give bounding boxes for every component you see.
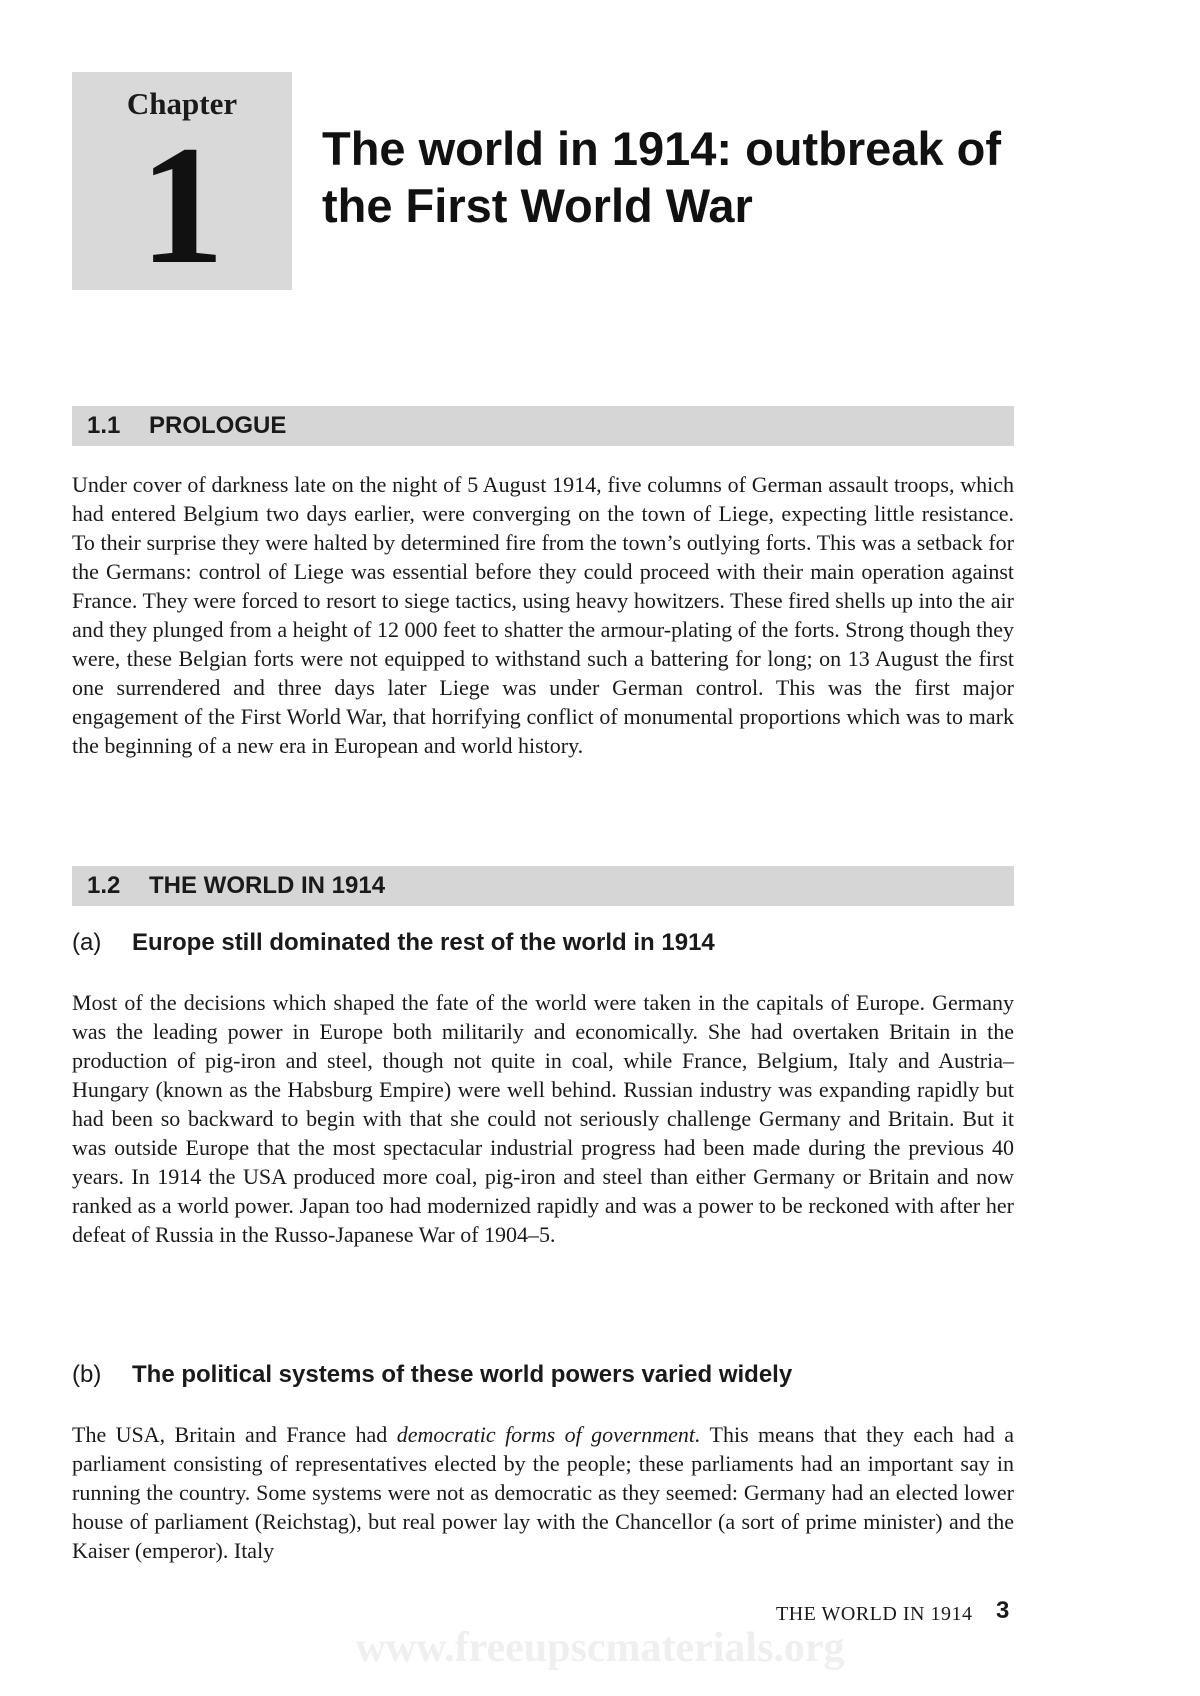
section-heading-prologue	[72, 406, 1014, 446]
section-number: 1.1	[87, 412, 121, 439]
chapter-box	[72, 72, 292, 299]
paragraph-text-start: The USA, Britain and France had	[72, 1422, 397, 1447]
subheading-title: Europe still dominated the rest of the world in 1914	[132, 929, 715, 956]
subheading-b	[72, 1360, 1014, 1390]
political-systems-paragraph	[72, 1420, 1014, 1565]
section-title: THE WORLD IN 1914	[149, 872, 386, 899]
europe-paragraph: Most of the decisions which shaped the fate of the world were taken in the capitals of Europe. Germany was the leading power in Europe both militarily and economically. She had overtaken Britain in the production of pig-iron and steel, though not quite in coal, while France, Belgium, Italy and Austria–Hungary (known as the Habsburg Empire) were well behind. Russian industry was expanding rapidly but had been so backward to begin with that she could not seriously challenge Germany and Britain. But it was outside Europe that the most spectacular industrial progress had been made during the previous 40 years. In 1914 the USA produced more coal, pig-iron and steel than either Germany or Britain and now ranked as a world power. Japan too had modernized rapidly and was a power to be reckoned with after her defeat of Russia in the Russo-Japanese War of 1904–5.	[72, 990, 1014, 1247]
section-heading-world-1914	[72, 866, 1014, 906]
chapter-title: The world in 1914: outbreak of the First World War	[322, 122, 1001, 232]
section-number: 1.2	[87, 872, 121, 899]
prologue-paragraph: Under cover of darkness late on the night of 5 August 1914, five columns of German assault troops, which had entered Belgium two days earlier, were converging on the town of Liege, expecting little resistance. To their surprise they were halted by determined fire from the town’s outlying forts. This was a setback for the Germans: control of Liege was essential before they could proceed with their main operation against France. They were forced to resort to siege tactics, using heavy howitzers. These fired shells up into the air and they plunged from a height of 12 000 feet to shatter the armour-plating of the forts. Strong though they were, these Belgian forts were not equipped to withstand such a battering for long; on 13 August the first one surrendered and three days later Liege was under German control. This was the first major engagement of the First World War, that horrifying conflict of monumental proportions which was to mark the beginning of a new era in European and world history.	[72, 472, 1014, 758]
paragraph-emphasis: democratic forms of government.	[396, 1422, 701, 1447]
section-title: PROLOGUE	[149, 412, 287, 439]
subheading-letter: (b)	[72, 1361, 102, 1388]
subheading-title: The political systems of these world powers varied widely	[132, 1361, 793, 1388]
subheading-letter: (a)	[72, 929, 102, 956]
subheading-a	[72, 928, 1014, 958]
page-number: 3	[996, 1597, 1010, 1624]
paragraph-text-rest: This means that they each had a parliament consisting of representatives elected by the people; these parliaments had an important say in running the country. Some systems were not as democratic as they seemed: Germany had an elected lower house of parliament (Reichstag), but real power lay with the Chancellor (a sort of prime minister) and the Kaiser (emperor). Italy	[72, 1422, 1015, 1563]
running-head: THE WORLD IN 1914	[776, 1603, 973, 1625]
chapter-number: 1	[139, 111, 225, 299]
chapter-label: Chapter	[126, 86, 238, 121]
watermark: www.freeupscmaterials.org	[355, 1625, 845, 1671]
